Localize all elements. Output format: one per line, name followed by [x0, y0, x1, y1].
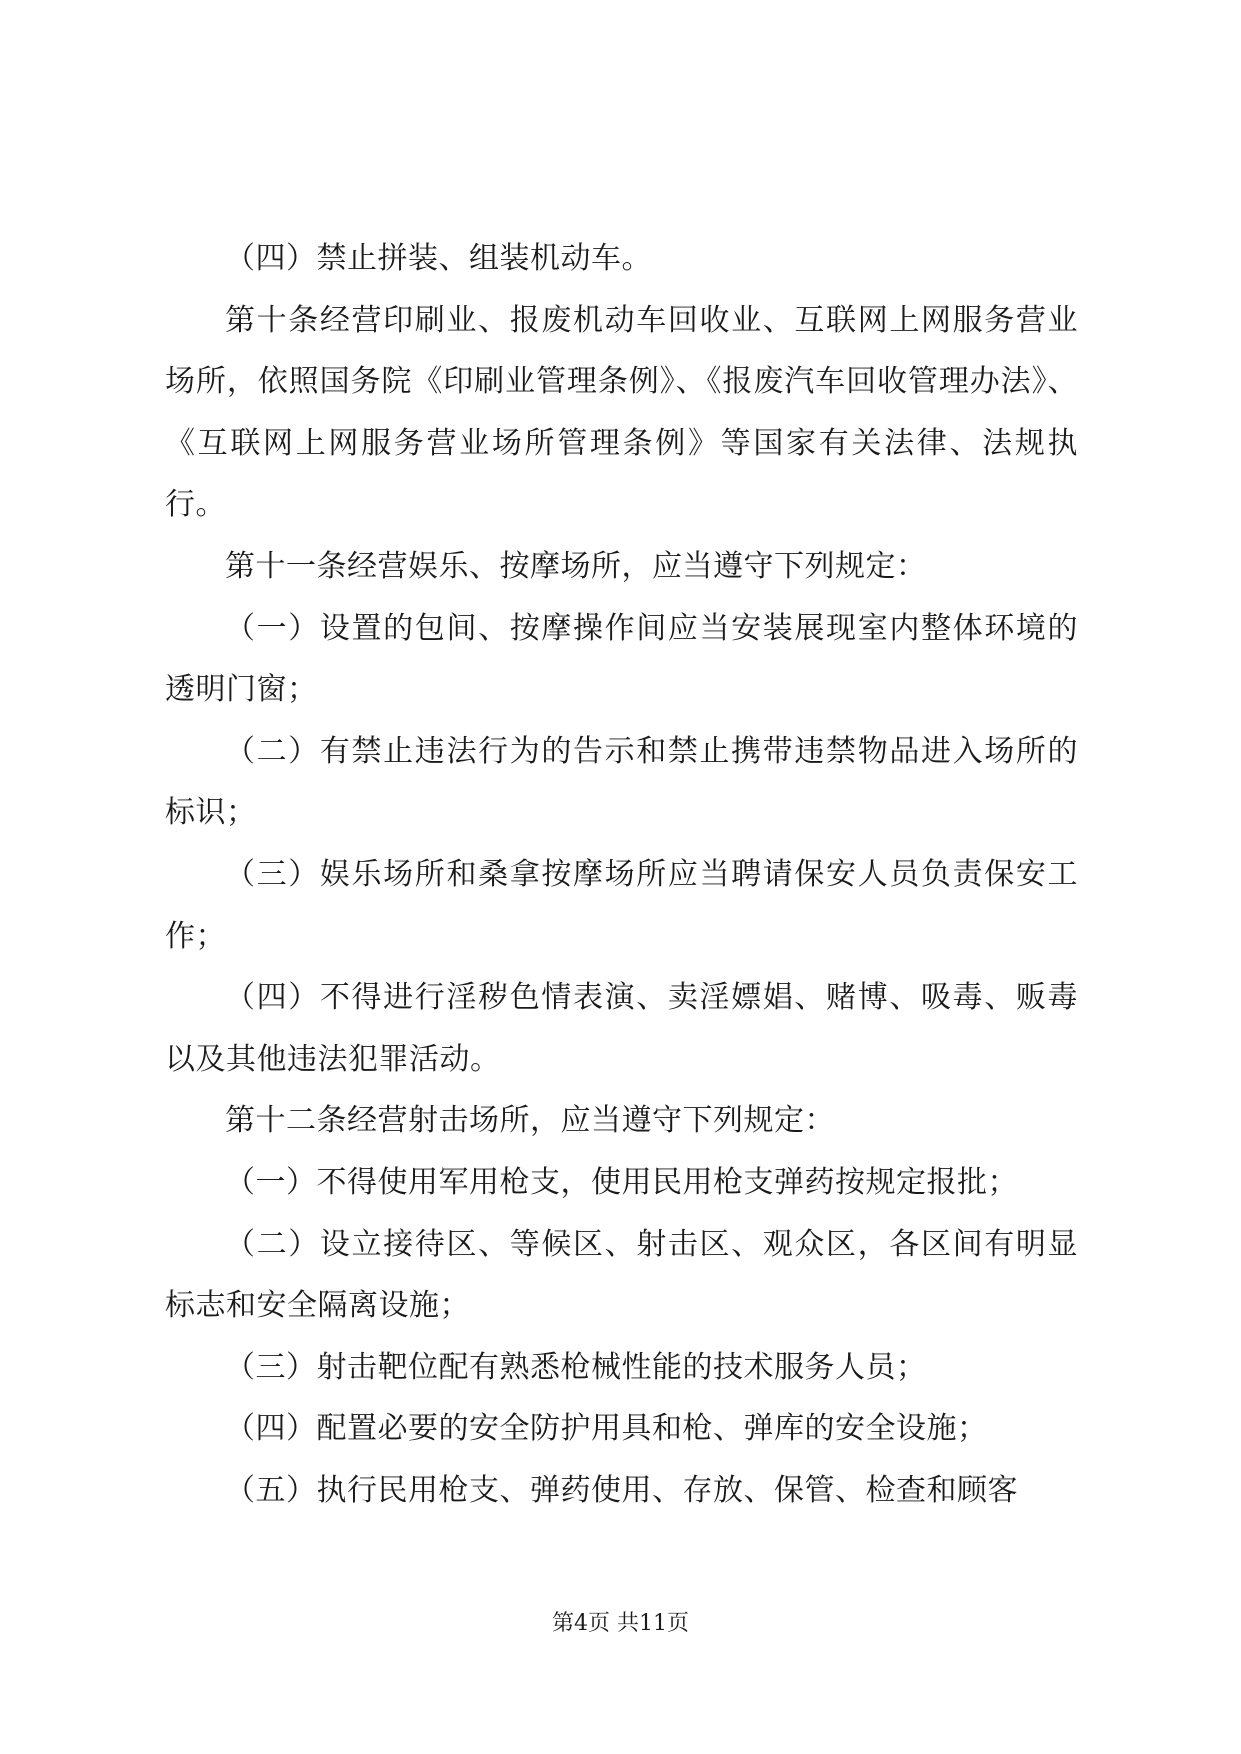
- paragraph-article-12-item-3: （三）射击靶位配有熟悉枪械性能的技术服务人员；: [225, 1349, 927, 1385]
- paragraph-item-4-prohibit-assembly: （四）禁止拼装、组装机动车。: [225, 241, 652, 276]
- paragraph-article-12-item-1: （一）不得使用军用枪支，使用民用枪支弹药按规定报批；: [225, 1164, 1018, 1200]
- paragraph-article-12-item-4: （四）配置必要的安全防护用具和枪、弹库的安全设施；: [225, 1411, 988, 1447]
- paragraph-article-11-item-2: （二）有禁止违法行为的告示和禁止携带违禁物品进入场所的标识；: [165, 733, 1078, 831]
- paragraph-article-12-item-5: （五）执行民用枪支、弹药使用、存放、保管、检查和顾客: [225, 1472, 1018, 1508]
- page-number-footer: 第4页 共11页: [552, 1611, 689, 1636]
- paragraph-article-12-item-2: （二）设立接待区、等候区、射击区、观众区，各区间有明显标志和安全隔离设施；: [165, 1226, 1078, 1324]
- paragraph-article-10: 第十条经营印刷业、报废机动车回收业、互联网上网服务营业场所，依照国务院《印刷业管理条例》、《报废汽车回收管理办法》、《互联网上网服务营业场所管理条例》等国家有关法律、法规执行。: [165, 302, 1078, 523]
- paragraph-article-11-item-4: （四）不得进行淫秽色情表演、卖淫嫖娼、赌博、吸毒、贩毒以及其他违法犯罪活动。: [165, 980, 1078, 1077]
- paragraph-article-11-item-3: （三）娱乐场所和桑拿按摩场所应当聘请保安人员负责保安工作；: [165, 856, 1078, 954]
- paragraph-article-11: 第十一条经营娱乐、按摩场所，应当遵守下列规定：: [225, 548, 927, 584]
- body-text: [165, 228, 1078, 1521]
- paragraph-article-12: 第十二条经营射击场所，应当遵守下列规定：: [225, 1103, 835, 1139]
- paragraph-article-11-item-1: （一）设置的包间、按摩操作间应当安装展现室内整体环境的透明门窗；: [165, 610, 1078, 708]
